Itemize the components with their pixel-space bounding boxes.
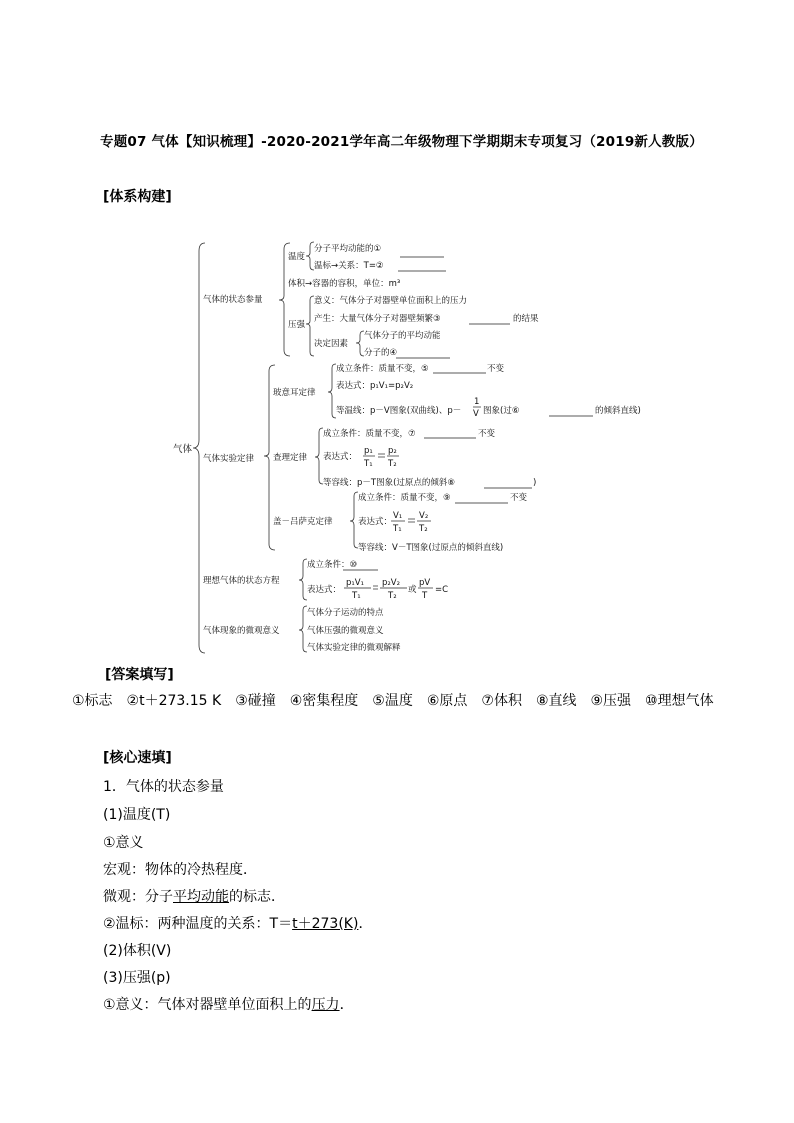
node-root: 气体 [173,444,193,455]
pressure-a: 意义：气体分子对器壁单位面积上的压力 [314,296,468,306]
charles-f2d: T₂ [388,459,397,469]
brace-temp [306,242,314,270]
boyle-b: 表达式：p₁V₁=p₂V₂ [336,381,414,391]
text-span: ． [339,997,354,1013]
node-volume: 体积→容器的容积，单位：m³ [288,279,401,289]
pressure-c2: 分子的④ [364,348,398,358]
text-span: ②温标：两种温度的关系：T＝ [103,916,293,932]
brace-pressure [306,296,314,356]
micro-c: 气体实验定律的微观解释 [307,643,401,653]
node-temp: 温度 [288,252,306,262]
brace-boyle [328,364,336,418]
boyle-c-mid: 图象(过⑥ [483,406,520,416]
node-gas-laws: 气体实验定律 [203,454,255,464]
pressure-c: 决定因素 [314,339,349,349]
ideal-f1n: p₁V₁ [346,578,365,588]
ideal-f3n: pV [419,578,431,588]
page-title: 专题07 气体【知识梳理】-2020-2021学年高二年级物理下学期期末专项复习（2019新人教版） [100,134,703,150]
boyle-a-post: 不变 [487,364,505,374]
micro-b: 气体压强的微观意义 [307,626,384,636]
node-charles: 查理定律 [273,453,308,463]
gay-f1d: T₁ [393,524,402,534]
answer-list: ①标志 ②t＋273.15 K ③碰撞 ④密集程度 ⑤温度 ⑥原点 ⑦体积 ⑧直线 ⑨压强 ⑩理想气体 [72,693,714,709]
gay-f2n: V₂ [419,511,429,521]
underlined-term: t＋273(K) [292,916,359,932]
charles-f2n: p₂ [388,446,397,456]
gay-c: 等容线：V－T图象(过原点的倾斜直线) [358,543,504,553]
brace-micro [299,606,307,652]
text-span: ①意义：气体对器壁单位面积上的 [103,997,312,1013]
gay-f1n: V₁ [393,511,403,521]
ideal-f2n: p₂V₂ [382,578,401,588]
brace-factor [356,331,364,356]
text-span: 微观：分子 [103,889,173,905]
pressure-b: 产生：大量气体分子对器壁频繁③ [314,314,441,324]
body-line-4: 宏观：物体的冷热程度． [103,862,257,878]
body-line-7: (2)体积(V) [103,943,172,959]
charles-a: 成立条件：质量不变，⑦ [323,429,416,439]
node-boyle: 玻意耳定律 [273,388,316,398]
ideal-f1d: T₁ [352,591,361,601]
gay-a-post: 不变 [510,493,528,503]
boyle-a: 成立条件：质量不变，⑤ [336,364,429,374]
body-line-2: (1)温度(T) [103,807,171,823]
section-heading-core: [核心速填] [103,750,172,766]
boyle-c-den: V [473,409,479,419]
node-ideal-gas: 理想气体的状态方程 [203,576,280,586]
gay-a: 成立条件：质量不变，⑨ [358,493,451,503]
body-line-6 [103,913,372,933]
ideal-b: 表达式： [307,585,342,595]
charles-c: 等容线：p－T图象(过原点的倾斜⑧ [323,478,456,488]
micro-a: 气体分子运动的特点 [307,608,384,618]
underlined-term: 平均动能 [173,889,229,905]
section-heading-structure: [体系构建] [103,189,172,205]
pressure-b-post: 的结果 [513,314,539,324]
boyle-c-num: 1 [474,397,480,407]
text-span: ． [358,916,373,932]
temp-b: 温标→关系：T=② [314,261,384,271]
charles-f1d: T₁ [364,459,373,469]
body-line-9 [103,994,354,1014]
boyle-c-post: 的倾斜直线) [595,406,641,416]
section-heading-answers: [答案填写] [105,667,174,683]
ideal-f2d: T₂ [388,591,397,601]
charles-c-post: ) [533,478,537,488]
ideal-a: 成立条件：⑩ [307,560,358,570]
brace-charles [315,428,323,484]
node-state-params: 气体的状态参量 [203,295,263,305]
node-gay-lussac: 盖－吕萨克定律 [273,517,333,527]
charles-a-post: 不变 [478,429,496,439]
body-line-5 [103,886,285,906]
ideal-or: 或 [408,585,417,595]
node-micro: 气体现象的微观意义 [203,626,280,636]
charles-f1n: p₁ [364,446,373,456]
text-span: 的标志． [229,889,285,905]
body-line-3: ①意义 [103,835,144,851]
charles-b: 表达式： [323,452,358,462]
underlined-term: 压力 [311,997,340,1013]
node-pressure: 压强 [288,320,306,330]
ideal-c: =C [435,585,449,595]
gay-b: 表达式： [358,517,393,527]
ideal-f3d: T [422,591,428,601]
boyle-c: 等温线：p－V图象(双曲线)、p－ [336,406,462,416]
gay-f2d: T₂ [419,524,428,534]
temp-a: 分子平均动能的① [314,244,382,254]
pressure-c1: 气体分子的平均动能 [364,331,441,341]
body-line-1: 1．气体的状态参量 [103,779,224,795]
body-line-8: (3)压强(p) [103,970,171,986]
brace-ideal [299,559,307,600]
brace-gay [350,492,358,548]
